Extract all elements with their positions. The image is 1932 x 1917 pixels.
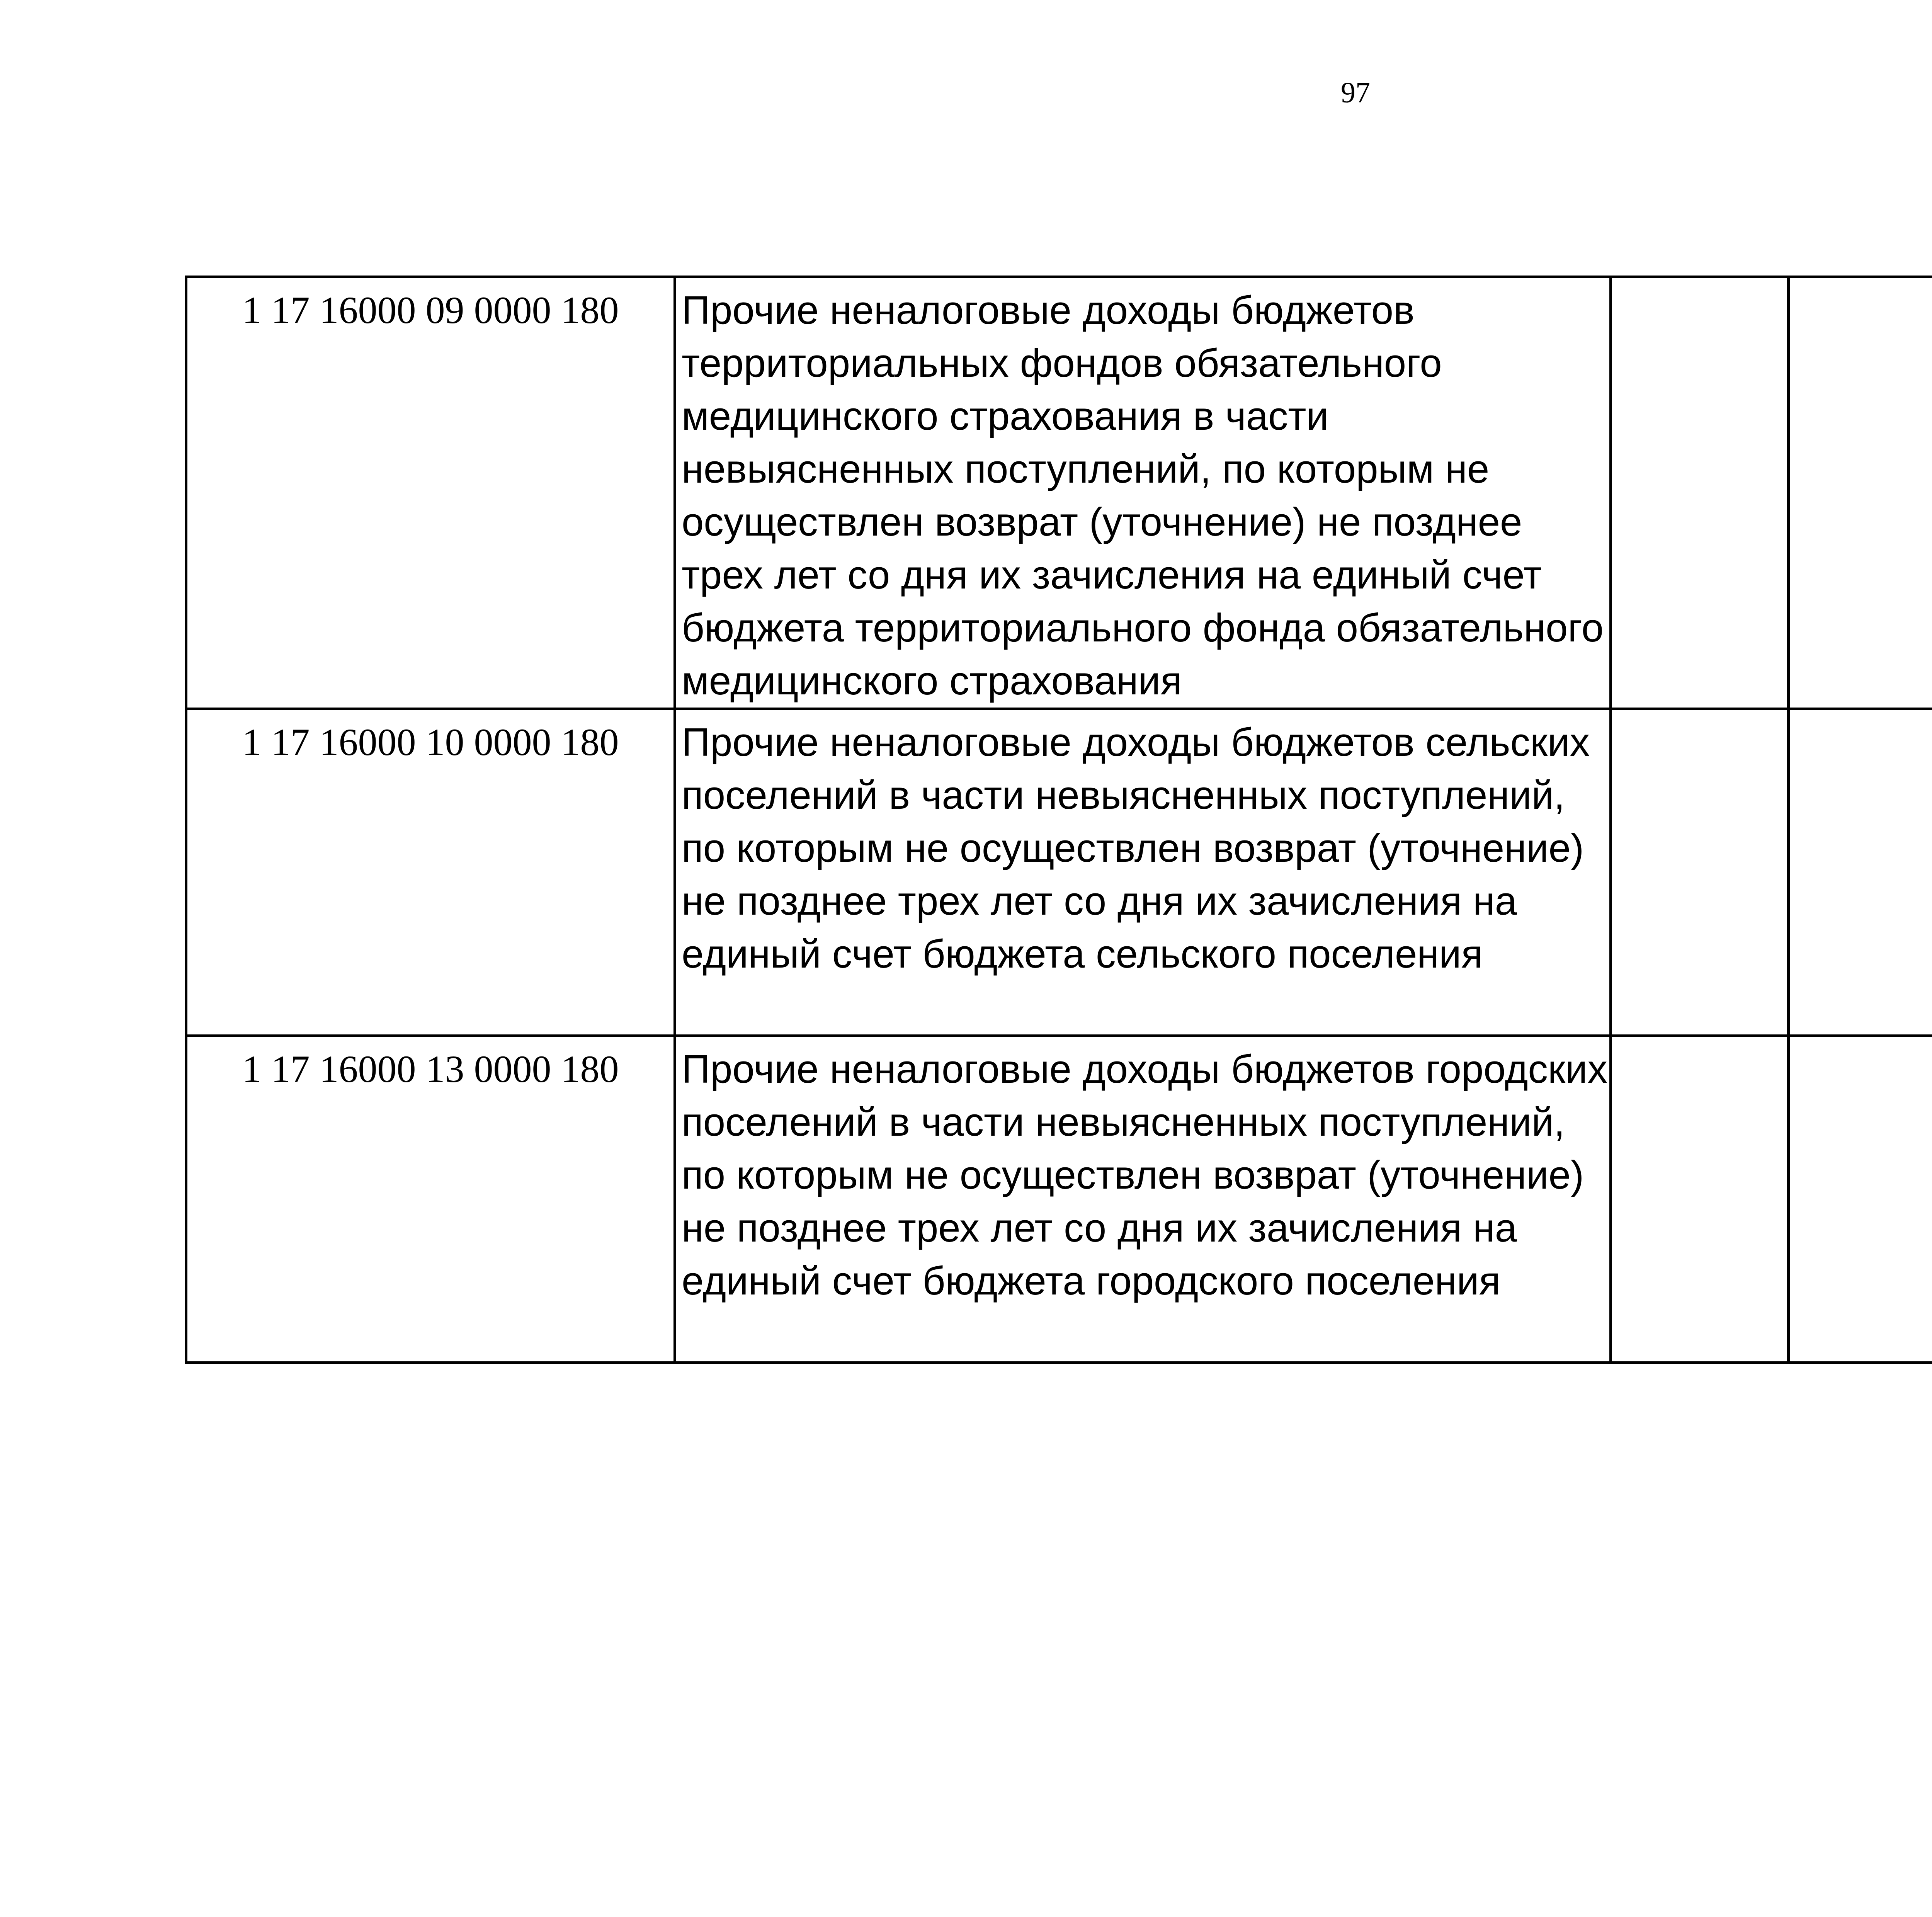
value-cell — [1611, 709, 1789, 1036]
revenue-description: Прочие неналоговые доходы бюджетов территориальных фондов обязательного медицинского страхования в части невыясненных поступлений, по которым не осуществлен возврат (уточнение) не позднее трех лет со дня их зачисления на единый счет бюджета территориального фонда обязательного медицинского страхования — [675, 277, 1611, 709]
value-cell — [1611, 1036, 1789, 1363]
table-row — [186, 709, 1932, 1036]
revenue-description: Прочие неналоговые доходы бюджетов городских поселений в части невыясненных поступлений, по которым не осуществлен возврат (уточнение) не позднее трех лет со дня их зачисления на единый счет бюджета городского поселения — [675, 1036, 1611, 1363]
table-row — [186, 1036, 1932, 1363]
value-cell — [1789, 1036, 1932, 1363]
budget-classification-code: 1 17 16000 09 0000 180 — [186, 277, 675, 709]
revenue-description: Прочие неналоговые доходы бюджетов сельских поселений в части невыясненных поступлений, по которым не осуществлен возврат (уточнение) не позднее трех лет со дня их зачисления на единый счет бюджета сельского поселения — [675, 709, 1611, 1036]
page-number: 97 — [1341, 77, 1370, 109]
value-cell — [1789, 277, 1932, 709]
value-cell — [1611, 277, 1789, 709]
budget-classification-code: 1 17 16000 10 0000 180 — [186, 709, 675, 1036]
table-row — [186, 277, 1932, 709]
value-cell — [1789, 709, 1932, 1036]
revenue-distribution-table — [185, 276, 1932, 1364]
budget-classification-code: 1 17 16000 13 0000 180 — [186, 1036, 675, 1363]
